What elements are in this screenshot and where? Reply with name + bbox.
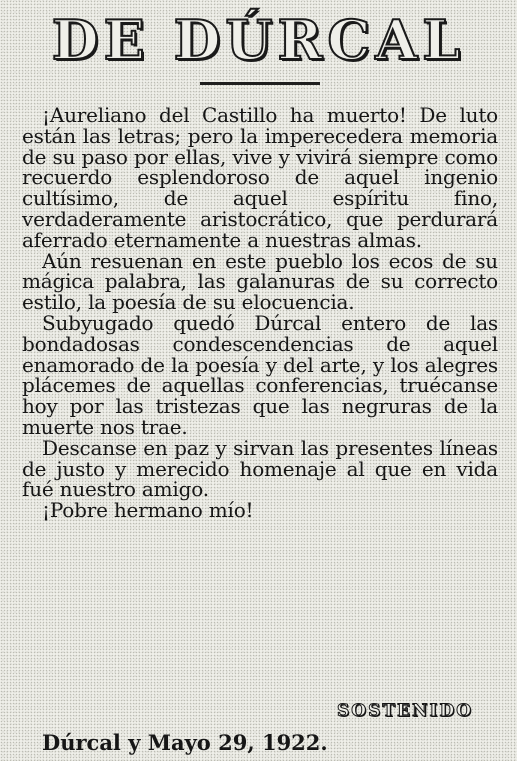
- masthead-title: DE DÚRCAL: [51, 8, 466, 72]
- paragraph-2: Aún resuenan en este pueblo los ecos de su mágica palabra, las galanuras de su correcto estilo, la poesía de su elocuencia.: [22, 248, 498, 315]
- title-divider: [200, 82, 320, 85]
- paragraph-3: Subyugado quedó Dúrcal entero de las bondadosas condescendencias de aquel enamorado de la poesía y del arte, y los alegres plácemes de aquellas conferencias, truécanse hoy por las tristezas que las negruras de la muerte nos trae.: [22, 310, 498, 439]
- paragraph-5: ¡Pobre hermano mío!: [42, 498, 254, 523]
- dateline: Dúrcal y Mayo 29, 1922.: [42, 730, 328, 755]
- paragraph-4: Descanse en paz y sirvan las presentes líneas de justo y merecido homenaje al que en vida fué nuestro amigo.: [22, 435, 498, 502]
- paragraph-1: ¡Aureliano del Castillo ha muerto! De luto están las letras; pero la imperecedera memoria de su paso por ellas, vive y vivirá siempre como recuerdo esplendoroso de aquel ingenio cultísimo, de aquel espíritu fino, verdaderamente aristocrático, que perdurará aferrado eternamente a nuestras almas.: [22, 103, 498, 252]
- author-signature: SOSTENIDO: [336, 701, 473, 721]
- article-body: [22, 105, 498, 521]
